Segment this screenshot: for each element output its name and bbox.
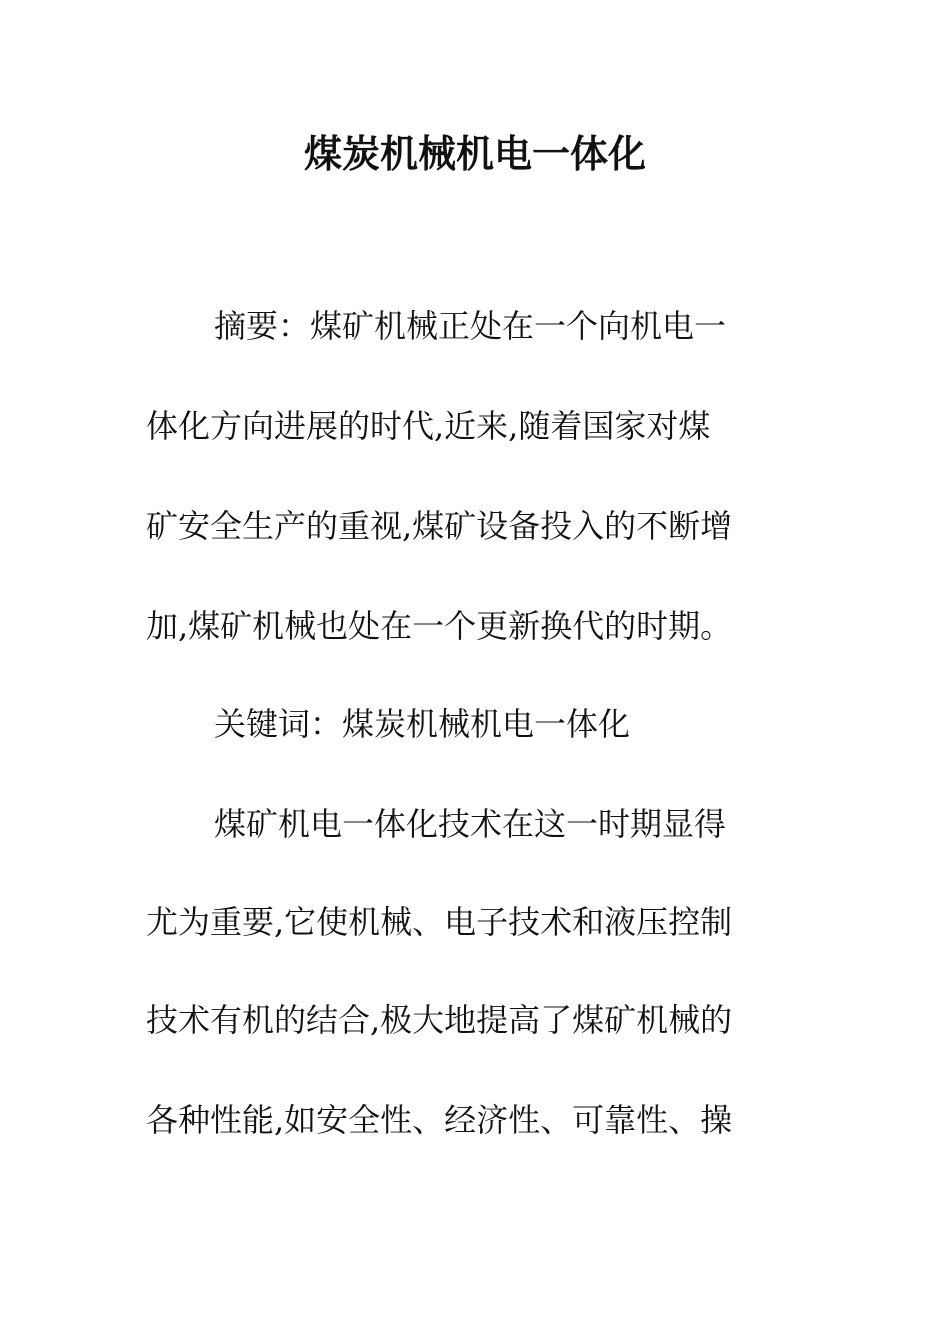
abstract-line-3: 矿安全生产的重视,煤矿设备投入的不断增 [146,507,733,545]
keywords-line: 关键词：煤炭机械机电一体化 [214,705,631,743]
abstract-line-4: 加,煤矿机械也处在一个更新换代的时期。 [146,607,733,645]
body-line-3: 技术有机的结合,极大地提高了煤矿机械的 [146,1001,733,1039]
document-title: 煤炭机械机电一体化 [303,131,646,176]
body-line-2: 尤为重要,它使机械、电子技术和液压控制 [146,903,733,941]
body-line-4: 各种性能,如安全性、经济性、可靠性、操 [146,1101,733,1139]
body-line-1: 煤矿机电一体化技术在这一时期显得 [214,805,727,843]
abstract-line-1: 摘要：煤矿机械正处在一个向机电一 [214,307,727,345]
abstract-line-2: 体化方向进展的时代,近来,随着国家对煤 [146,407,711,445]
